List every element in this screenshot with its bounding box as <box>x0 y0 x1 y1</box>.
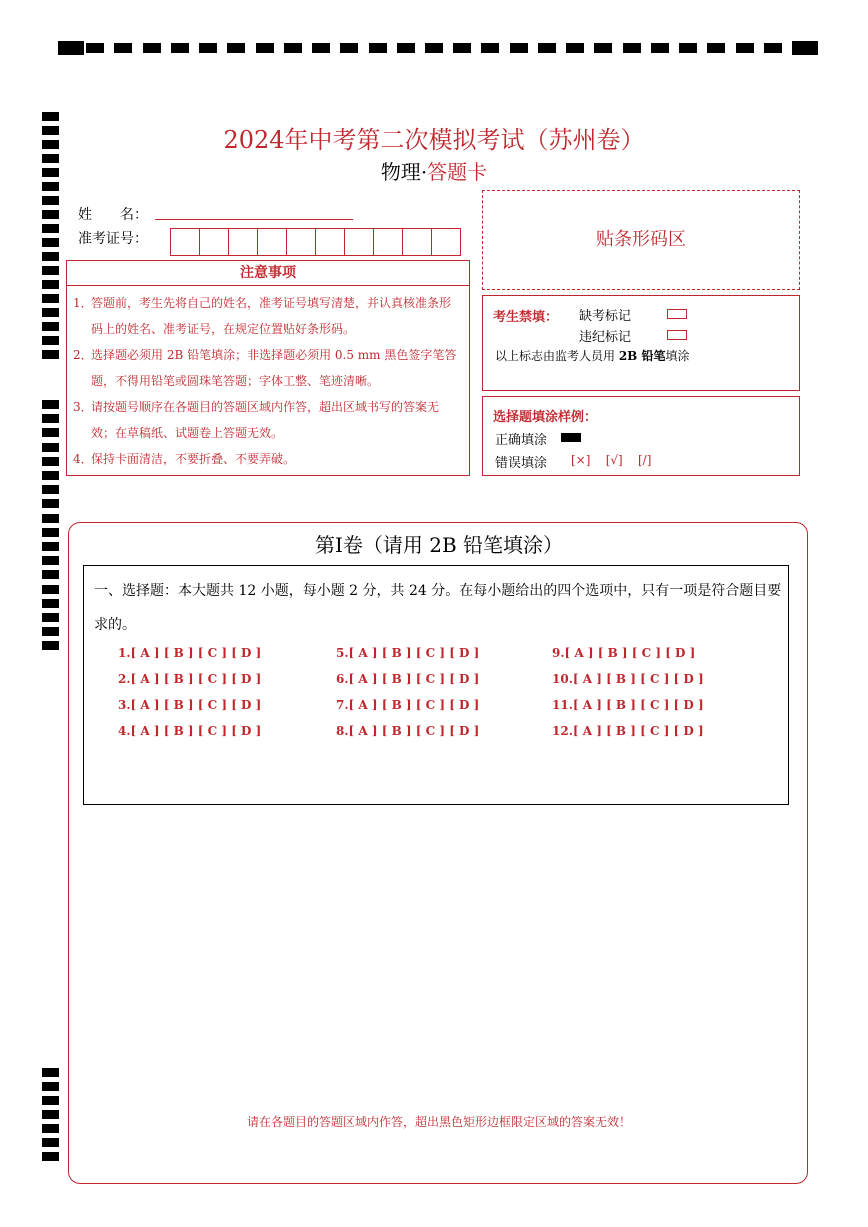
exam-id-digit-box[interactable] <box>171 229 200 255</box>
notice-box <box>66 260 470 476</box>
timing-mark <box>312 43 330 53</box>
timing-mark <box>256 43 274 53</box>
violation-mark-label: 违纪标记 <box>579 330 632 345</box>
timing-mark <box>42 514 59 523</box>
timing-mark <box>566 43 584 53</box>
answer-row-q3[interactable]: 3.[ A ] [ B ] [ C ] [ D ] <box>118 698 262 712</box>
name-field[interactable] <box>155 219 353 220</box>
timing-mark <box>42 499 59 508</box>
timing-mark <box>42 542 59 551</box>
timing-mark <box>42 570 59 579</box>
answer-row-q5[interactable]: 5.[ A ] [ B ] [ C ] [ D ] <box>336 646 480 660</box>
notice-item <box>67 446 469 472</box>
timing-mark <box>764 43 782 53</box>
notice-item-number: 4． <box>73 452 93 466</box>
timing-mark <box>143 43 161 53</box>
proctor-only-box <box>482 295 800 391</box>
absent-mark-label: 缺考标记 <box>579 309 632 324</box>
timing-mark <box>42 1152 59 1161</box>
correct-fill-example <box>561 433 581 442</box>
notice-item-number: 2． <box>73 348 93 362</box>
left-timing-marks-lower <box>42 1068 60 1166</box>
exam-id-digit-box[interactable] <box>200 229 229 255</box>
timing-mark <box>651 43 669 53</box>
barcode-area[interactable] <box>482 190 800 290</box>
timing-mark <box>42 350 59 359</box>
barcode-label: 贴条形码区 <box>596 229 686 250</box>
notice-item-number: 1． <box>73 296 93 310</box>
answer-row-q11[interactable]: 11.[ A ] [ B ] [ C ] [ D ] <box>552 698 704 712</box>
timing-mark <box>481 43 499 53</box>
notice-item-text: 选择题必须用 2B 铅笔填涂；非选择题必须用 0.5 mm 黑色签字笔答题，不得用铅笔或圆珠笔答题；字体工整、笔迹清晰。 <box>91 348 457 388</box>
exam-id-boxes[interactable] <box>170 228 461 256</box>
timing-mark <box>425 43 443 53</box>
absent-mark-box[interactable] <box>667 309 687 319</box>
timing-mark <box>42 556 59 565</box>
timing-mark <box>42 528 59 537</box>
timing-mark <box>58 41 84 55</box>
timing-mark <box>42 1082 59 1091</box>
timing-mark <box>538 43 556 53</box>
answer-row-q10[interactable]: 10.[ A ] [ B ] [ C ] [ D ] <box>552 672 704 686</box>
timing-mark <box>679 43 697 53</box>
wrong-fill-examples <box>571 453 651 467</box>
timing-mark <box>86 43 104 53</box>
timing-mark <box>42 308 59 317</box>
timing-mark <box>42 1138 59 1147</box>
timing-mark <box>42 196 59 205</box>
timing-mark <box>397 43 415 53</box>
timing-mark <box>42 471 59 480</box>
timing-mark <box>42 238 59 247</box>
timing-mark <box>42 294 59 303</box>
multiple-choice-instructions: 一、选择题：本大题共 12 小题，每小题 2 分，共 24 分。在每小题给出的四个选项中，只有一项是符合题目要求的。 <box>94 583 782 633</box>
timing-mark <box>42 641 59 650</box>
answer-row-q7[interactable]: 7.[ A ] [ B ] [ C ] [ D ] <box>336 698 480 712</box>
exam-id-digit-box[interactable] <box>229 229 258 255</box>
proctor-note <box>495 347 690 364</box>
timing-mark <box>227 43 245 53</box>
top-timing-marks <box>58 41 818 55</box>
wrong-fill-cross: [×] <box>571 453 591 467</box>
timing-mark <box>42 1124 59 1133</box>
timing-mark <box>736 43 754 53</box>
timing-mark <box>42 266 59 275</box>
fill-sample-heading: 选择题填涂样例： <box>493 410 598 425</box>
answer-row-q9[interactable]: 9.[ A ] [ B ] [ C ] [ D ] <box>552 646 696 660</box>
timing-mark <box>42 428 59 437</box>
notice-item-text: 保持卡面清洁，不要折叠、不要弄破。 <box>91 452 296 466</box>
notice-item <box>67 290 469 342</box>
timing-mark <box>42 457 59 466</box>
correct-fill-label: 正确填涂 <box>495 433 548 448</box>
violation-mark-box[interactable] <box>667 330 687 340</box>
proctor-note-suffix: 填涂 <box>665 349 690 363</box>
timing-mark <box>340 43 358 53</box>
notice-list <box>67 286 469 472</box>
page-title: 2024年中考第二次模拟考试（苏州卷） <box>223 126 645 154</box>
timing-mark <box>42 414 59 423</box>
section-one-answer-area <box>68 522 808 1184</box>
fill-sample-box <box>482 396 800 476</box>
timing-mark <box>42 400 59 409</box>
timing-mark <box>42 224 59 233</box>
timing-mark <box>284 43 302 53</box>
wrong-fill-label: 错误填涂 <box>495 456 548 471</box>
timing-mark <box>42 599 59 608</box>
timing-mark <box>199 43 217 53</box>
left-timing-marks-middle <box>42 400 60 656</box>
answer-row-q4[interactable]: 4.[ A ] [ B ] [ C ] [ D ] <box>118 724 262 738</box>
multiple-choice-box <box>83 565 789 805</box>
timing-mark <box>42 210 59 219</box>
exam-id-digit-box[interactable] <box>258 229 287 255</box>
exam-id-label: 准考证号： <box>78 231 148 247</box>
timing-mark <box>42 585 59 594</box>
timing-mark <box>42 280 59 289</box>
timing-mark <box>42 613 59 622</box>
card-label: 答题卡 <box>427 160 488 184</box>
notice-item-text: 答题前，考生先将自己的姓名，准考证号填写清楚，并认真核准条形码上的姓名、准考证号，在规定位置贴好条形码。 <box>91 296 452 336</box>
timing-mark <box>42 1096 59 1105</box>
subject-label: 物理 <box>380 160 421 184</box>
exam-id-digit-box[interactable] <box>287 229 316 255</box>
wrong-fill-slash: [/] <box>637 453 652 467</box>
timing-mark <box>594 43 612 53</box>
page-subtitle <box>0 156 868 185</box>
exam-id-digit-box[interactable] <box>432 229 460 255</box>
notice-item <box>67 394 469 446</box>
timing-mark <box>510 43 528 53</box>
timing-mark <box>114 43 132 53</box>
timing-mark <box>623 43 641 53</box>
section-one-title: 第Ⅰ卷（请用 2B 铅笔填涂） <box>314 533 564 557</box>
answer-row-q2[interactable]: 2.[ A ] [ B ] [ C ] [ D ] <box>118 672 262 686</box>
exam-id-digit-box[interactable] <box>374 229 403 255</box>
proctor-note-bold: 2B 铅笔 <box>618 349 666 363</box>
proctor-only-heading: 考生禁填： <box>493 310 559 325</box>
answer-row-q12[interactable]: 12.[ A ] [ B ] [ C ] [ D ] <box>552 724 704 738</box>
timing-mark <box>707 43 725 53</box>
name-label: 姓 名： <box>78 207 148 223</box>
timing-mark <box>42 322 59 331</box>
exam-id-digit-box[interactable] <box>403 229 432 255</box>
answer-row-q1[interactable]: 1.[ A ] [ B ] [ C ] [ D ] <box>118 646 262 660</box>
timing-mark <box>792 41 818 55</box>
answer-row-q6[interactable]: 6.[ A ] [ B ] [ C ] [ D ] <box>336 672 480 686</box>
timing-mark <box>42 627 59 636</box>
timing-mark <box>42 485 59 494</box>
timing-mark <box>42 336 59 345</box>
notice-item <box>67 342 469 394</box>
timing-mark <box>453 43 471 53</box>
timing-mark <box>42 443 59 452</box>
answer-row-q8[interactable]: 8.[ A ] [ B ] [ C ] [ D ] <box>336 724 480 738</box>
timing-mark <box>369 43 387 53</box>
notice-item-text: 请按题号顺序在各题目的答题区域内作答，超出区域书写的答案无效；在草稿纸、试题卷上答题无效。 <box>91 400 440 440</box>
proctor-note-text: 以上标志由监考人员用 <box>495 349 619 363</box>
notice-heading: 注意事项 <box>67 261 469 286</box>
timing-mark <box>42 1110 59 1119</box>
subtitle-separator: · <box>420 160 428 184</box>
wrong-fill-check: [√] <box>605 453 623 467</box>
exam-id-digit-box[interactable] <box>316 229 345 255</box>
notice-item-number: 3． <box>73 400 93 414</box>
timing-mark <box>42 252 59 261</box>
exam-id-digit-box[interactable] <box>345 229 374 255</box>
answer-area-warning: 请在各题目的答题区域内作答，超出黑色矩形边框限定区域的答案无效！ <box>246 1115 631 1129</box>
timing-mark <box>42 1068 59 1077</box>
timing-mark <box>171 43 189 53</box>
